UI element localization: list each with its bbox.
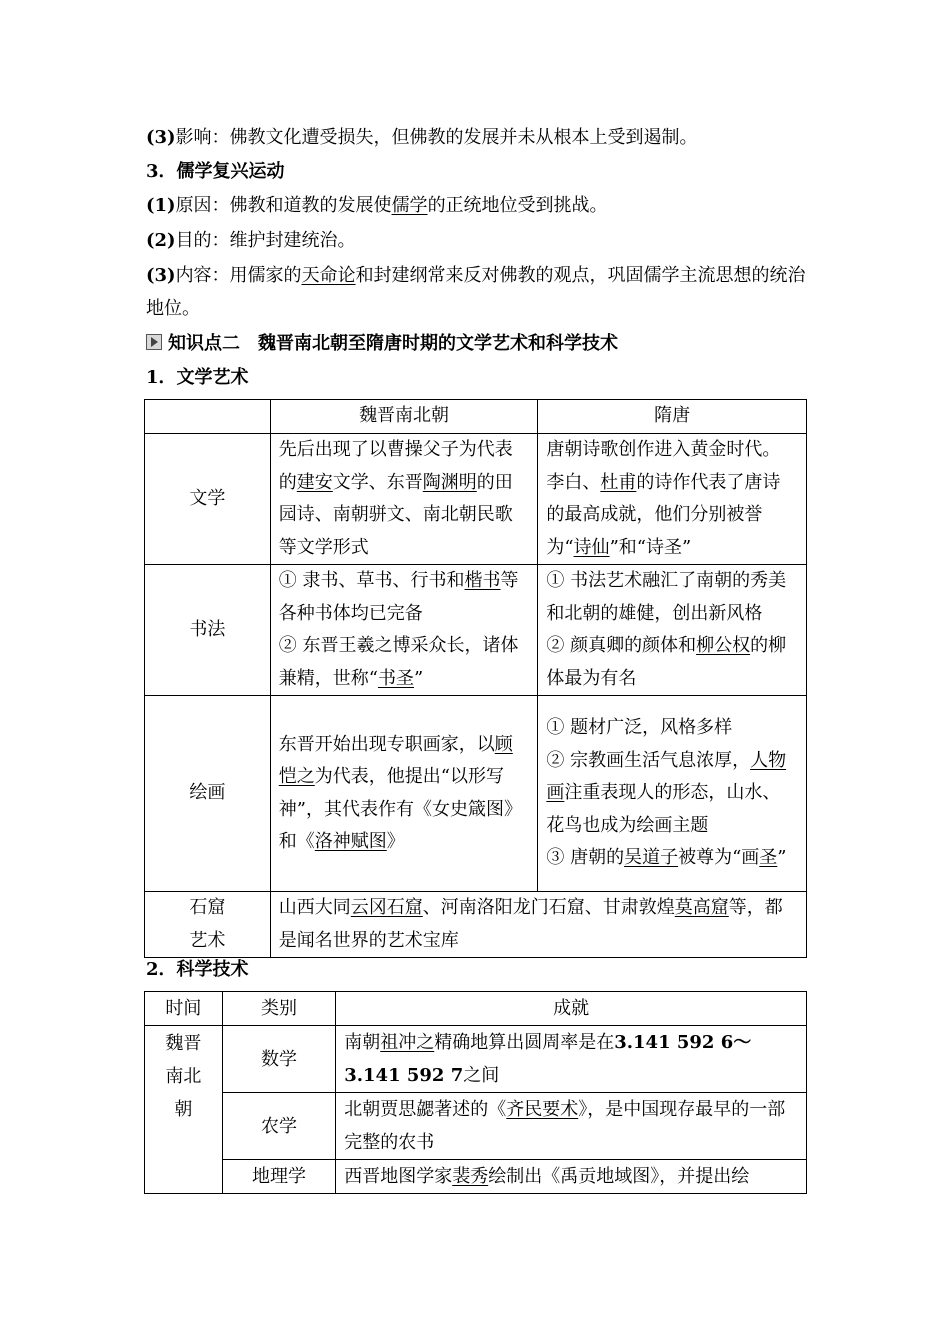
list-item [279,565,530,630]
text: ② 颜真卿的颜体和 [546,635,697,656]
text: ② 宗教画生活气息浓厚， [546,749,751,771]
play-triangle-icon [146,334,162,350]
table-row-literature [145,434,807,565]
text: 西晋地图学家 [344,1166,453,1187]
list-item [279,630,530,695]
header-time: 时间 [145,992,223,1026]
text: 先后出现了以曹操父子为代表的 [278,439,513,493]
item-text: 的正统地位受到挑战。 [427,195,608,216]
subheading-science-technology: 2．科学技术 [146,959,249,980]
item-label: (2) [146,230,176,251]
list-item [546,712,798,745]
table-row [145,1093,807,1160]
heading-confucian-revival: 3．儒学复兴运动 [146,161,285,182]
subheading-literature-art: 1．文学艺术 [146,367,249,388]
text: 为代表，他提出“以形写神”，其代表作有《女史箴图》和《 [278,766,522,852]
key-term: 儒学 [391,195,428,216]
cell-calligraphy-suitang [538,565,807,696]
text: 》，是中国现存最早的一部完整的农书 [344,1099,786,1153]
header-category: 类别 [222,992,336,1026]
table-row-painting [145,696,807,892]
key-term: 云冈石窟 [350,897,423,918]
achievement-agriculture [336,1093,807,1160]
key-term: 莫高窟 [674,897,729,918]
literature-art-table [144,399,807,958]
header-sui-tang: 隋唐 [538,400,807,434]
header-empty [145,400,271,434]
category-math: 数学 [222,1026,336,1093]
row-label-grotto-art [145,892,271,958]
period-line: 朝 [174,1099,193,1120]
period-line: 魏晋 [165,1033,202,1054]
text: ③ 唐朝的 [546,847,625,869]
content-paragraph [146,259,808,325]
item-text: 内容：用儒家的 [175,265,302,286]
item-label: (3) [146,127,176,148]
text: 东晋开始出现专职画家，以 [278,733,495,755]
purpose-line [146,229,356,253]
cell-painting-suitang [538,696,807,892]
header-wei-jin: 魏晋南北朝 [270,400,538,434]
text: 精确地算出圆周率是在 [434,1032,615,1053]
text: ① 隶书、草书、行书和 [278,570,465,591]
text: 山西大同 [278,897,351,918]
category-geography: 地理学 [222,1160,336,1194]
key-term: 圣 [759,847,778,869]
key-term: 陶渊明 [422,471,477,493]
key-term: 楷书 [464,570,501,591]
text: 的柳体最为有名 [546,635,787,689]
reason-line [146,194,608,218]
table-row-grotto-art [145,892,807,958]
achievement-geography [336,1160,807,1194]
table-row [145,1026,807,1093]
table-header-row [145,400,807,434]
table-row [145,1160,807,1194]
text: 、河南洛阳龙门石窟、甘肃敦煌 [422,897,675,918]
key-term: 诗仙 [573,536,610,558]
text: ② 东晋王羲之博采众长，诸体兼精，世称“ [278,635,519,689]
cell-literature-weijin [270,434,538,565]
text: 的诗作代表了唐诗的最高成就，他们分别被誉为“ [546,471,781,558]
period-cell [145,1026,223,1194]
row-label-painting: 绘画 [145,696,271,892]
cell-painting-weijin [270,696,538,892]
list-item [546,745,798,843]
header-achievement: 成就 [336,992,807,1026]
item-text: 原因：佛教和道教的发展使 [175,195,392,216]
list-item [546,565,798,630]
category-agriculture: 农学 [222,1093,336,1160]
influence-line [146,126,698,150]
achievement-math [336,1026,807,1093]
key-term: 祖冲之 [380,1032,435,1053]
text: 南朝 [344,1032,381,1053]
text: ” [413,667,424,689]
key-term: 天命论 [301,265,356,286]
row-label-literature: 文学 [145,434,271,565]
key-term: 裴秀 [452,1166,489,1187]
text: 绘制出《禹贡地域图》，并提出绘 [488,1166,750,1187]
text: 注重表现人的形态，山水、花鸟也成为绘画主题 [546,782,781,836]
text: 被尊为“画 [678,847,760,869]
key-term: 杜甫 [600,471,637,493]
text: ① 题材广泛，风格多样 [546,717,733,739]
item-text: 影响：佛教文化遭受损失，但佛教的发展并未从根本上受到遏制。 [175,127,698,148]
text: ① 书法艺术融汇了南朝的秀美和北朝的雄健，创出新风格 [546,570,787,624]
item-text: 和封建纲常来反对佛教的观点，巩固儒学主流思想的统治地位。 [146,265,806,319]
period-line: 南北 [165,1066,202,1087]
key-term: 洛神赋图 [314,831,387,852]
text: ”和“诗圣” [609,536,692,558]
pi-range: 3.141 592 6～3.141 592 7 [344,1032,752,1086]
text: 北朝贾思勰著述的《 [344,1099,507,1120]
text: 的田园诗、南朝骈文、南北朝民歌等文学形式 [278,471,513,558]
item-label: (3) [146,265,176,286]
science-technology-table [144,991,807,1194]
text: ” [777,847,787,869]
text: 文学、东晋 [332,471,423,493]
table-row-calligraphy [145,565,807,696]
label-line: 石窟 [189,897,226,918]
list-item [546,630,798,695]
cell-calligraphy-weijin [270,565,538,696]
key-term: 书圣 [377,667,414,689]
key-term: 建安 [296,471,333,493]
key-term: 人物画 [546,749,787,804]
cell-grotto-art [270,892,806,958]
key-term: 吴道子 [624,847,679,869]
item-text: 目的：维护封建统治。 [175,230,356,251]
row-label-calligraphy: 书法 [145,565,271,696]
text: 等各种书体均已完备 [278,570,519,624]
key-term: 顾恺之 [278,733,513,787]
knowledge-point-title [146,332,618,356]
key-term: 齐民要术 [506,1099,579,1120]
item-label: (1) [146,195,176,216]
list-item [546,842,798,875]
text: 等，都是闻名世界的艺术宝库 [278,897,783,951]
table-header-row [145,992,807,1026]
text: 》 [386,831,405,852]
text: 唐朝诗歌创作进入黄金时代。李白、 [546,439,781,493]
text: 之间 [463,1065,500,1086]
cell-literature-suitang [538,434,807,565]
key-term: 柳公权 [696,635,751,656]
knowledge-point-text: 知识点二 魏晋南北朝至隋唐时期的文学艺术和科学技术 [168,333,618,354]
label-line: 艺术 [189,929,226,951]
